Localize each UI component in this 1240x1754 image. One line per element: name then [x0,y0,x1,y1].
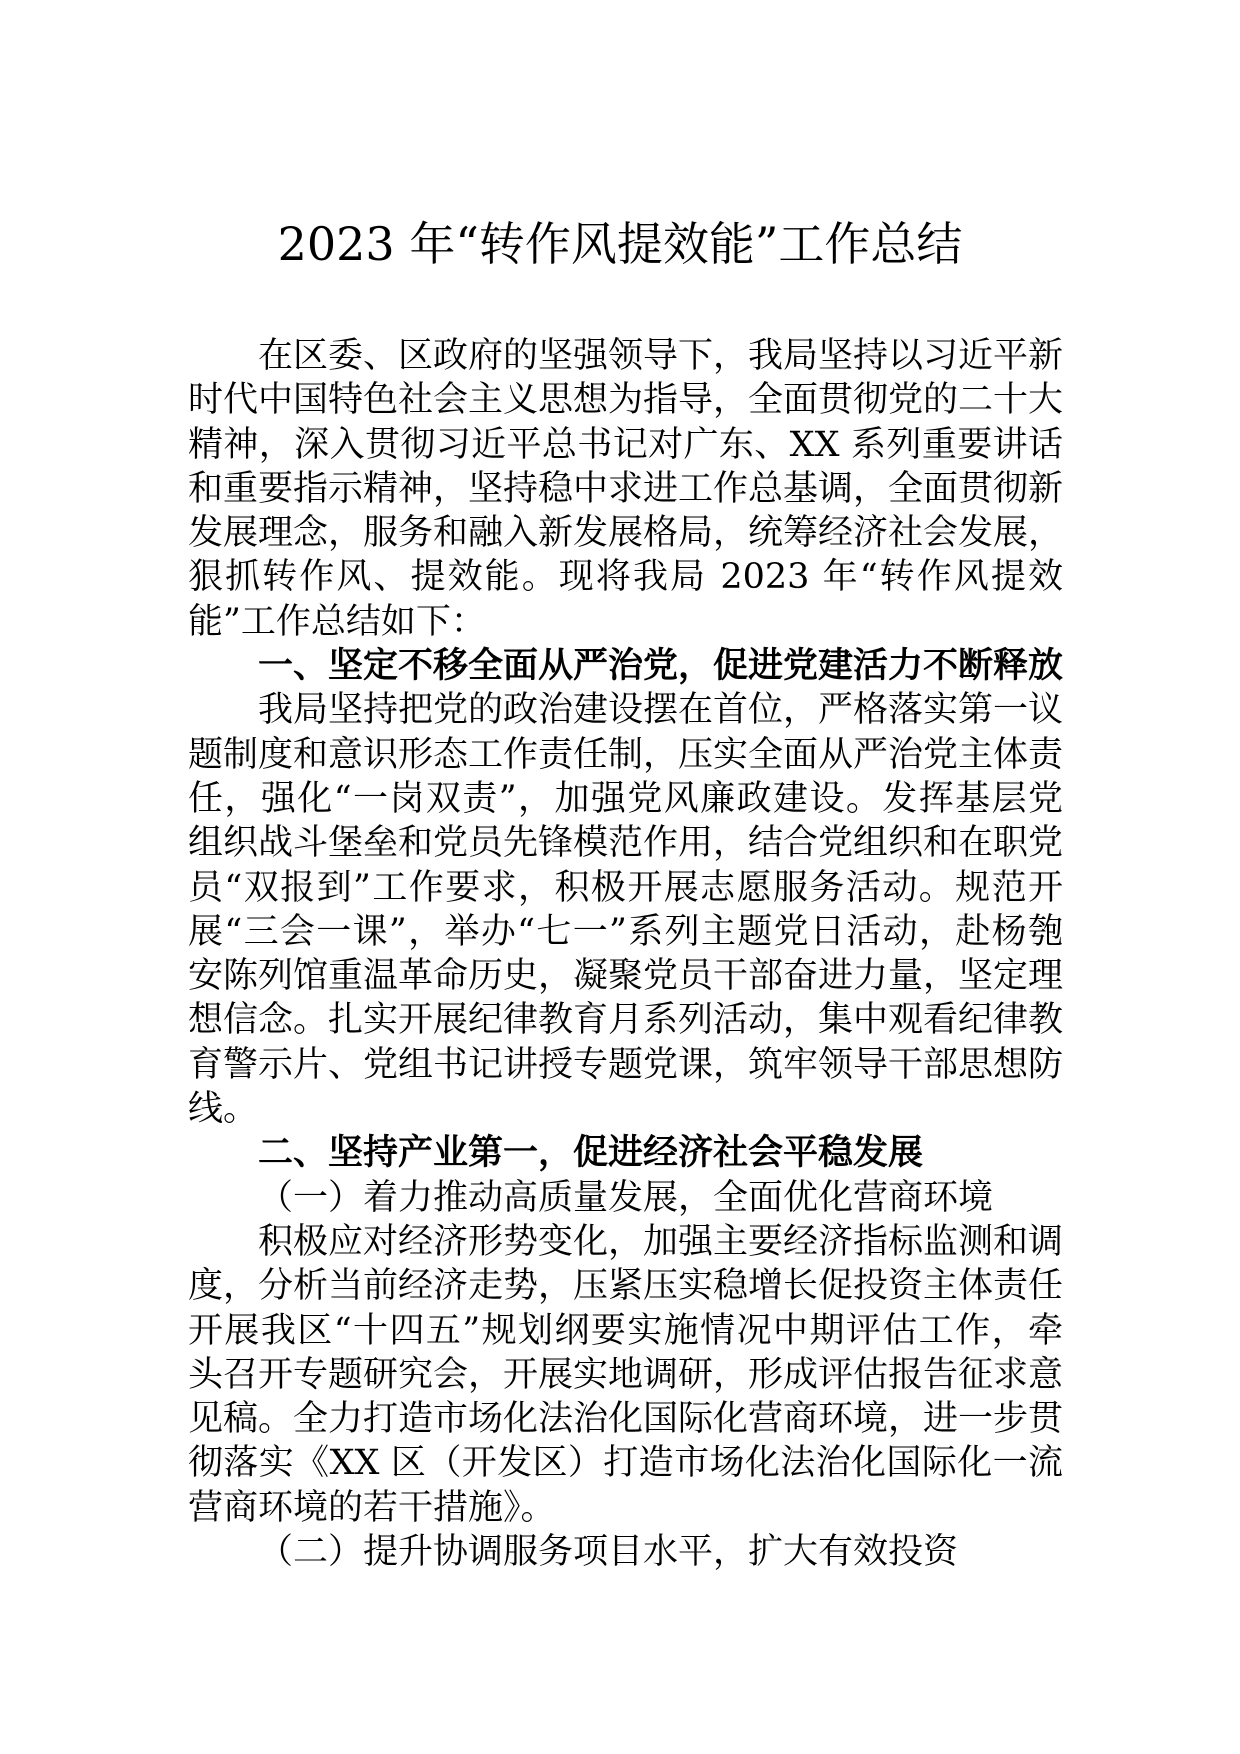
subsection-heading-2-2: （二）提升协调服务项目水平，扩大有效投资 [258,1532,959,1573]
section-heading-2: 二、坚持产业第一，促进经济社会平稳发展 [258,1132,924,1174]
section-1-paragraph: 我局坚持把党的政治建设摆在首位，严格落实第一议题制度和意识形态工作责任制，压实全面从严治党主体责任，强化“一岗双责”，加强党风廉政建设。发挥基层党组织战斗堡垒和党员先锋模范作用，结合党组织和在职党员“双报到”工作要求，积极开展志愿服务活动。规范开展“三会一课”，举办“七一”系列主题党日活动，赴杨匏安陈列馆重温革命历史，凝聚党员干部奋进力量，坚定理想信念。扎实开展纪律教育月系列活动，集中观看纪律教育警示片、党组书记讲授专题党课，筑牢领导干部思想防线。 [188,690,1064,1130]
document-title: 2023 年“转作风提效能”工作总结 [277,217,963,271]
section-heading-1: 一、坚定不移全面从严治党，促进党建活力不断释放 [258,645,1064,687]
subsection-heading-2-1: （一）着力推动高质量发展，全面优化营商环境 [258,1177,994,1218]
intro-paragraph: 在区委、区政府的坚强领导下，我局坚持以习近平新时代中国特色社会主义思想为指导，全面贯彻党的二十大精神，深入贯彻习近平总书记对广东、XX 系列重要讲话和重要指示精神，坚持稳中求进工作总基调，全面贯彻新发展理念，服务和融入新发展格局，统筹经济社会发展，狠抓转作风、提效能。现将我局 2023 年“转作风提效能”工作总结如下： [188,336,1064,642]
document-body [188,334,1063,1574]
subsection-2-1-paragraph: 积极应对经济形势变化，加强主要经济指标监测和调度，分析当前经济走势，压紧压实稳增长促投资主体责任开展我区“十四五”规划纲要实施情况中期评估工作，牵头召开专题研究会，开展实地调研，形成评估报告征求意见稿。全力打造市场化法治化国际化营商环境，进一步贯彻落实《XX 区（开发区）打造市场化法治化国际化一流营商环境的若干措施》。 [188,1221,1064,1528]
